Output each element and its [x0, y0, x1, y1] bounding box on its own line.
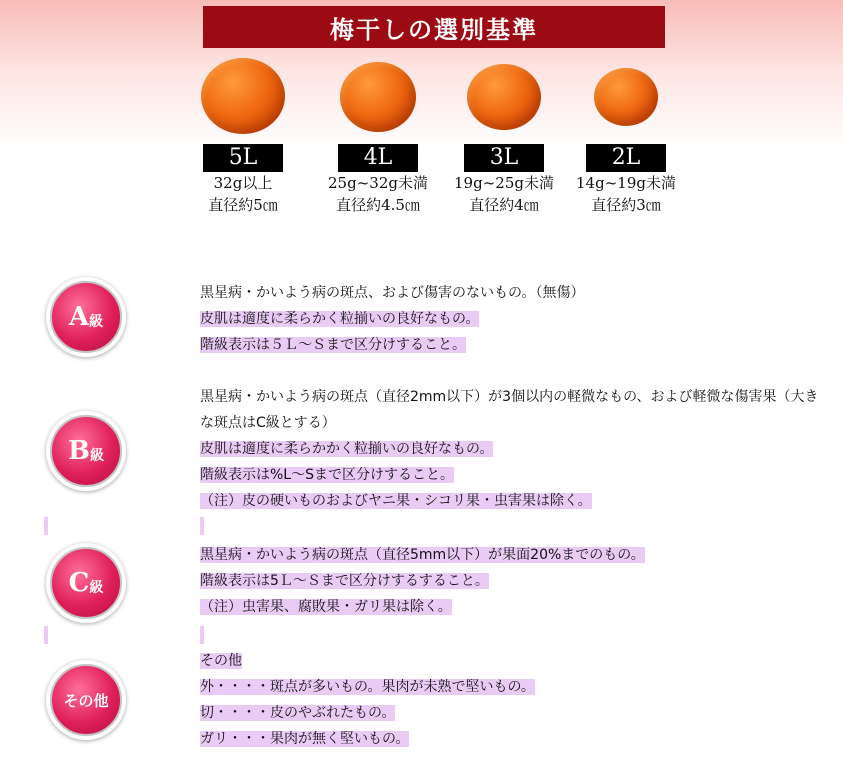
size-weight: 14g~19g未満	[576, 174, 676, 192]
grade-a-description	[200, 280, 584, 358]
size-3l	[444, 58, 564, 216]
highlight-marker	[200, 517, 204, 535]
grade-a-line: 階級表示は５Ｌ～Ｓまで区分けすること。	[200, 337, 466, 353]
size-diameter: 直径約5㎝	[208, 196, 278, 214]
size-4l	[318, 58, 438, 216]
grade-other-line: 切・・・・皮のやぶれたもの。	[200, 705, 396, 721]
size-label: 2L	[586, 144, 666, 172]
grade-label: その他	[63, 691, 109, 710]
grade-c-line: （注）虫害果、腐敗果・ガリ果は除く。	[200, 599, 452, 615]
grade-b-line: （注）皮の硬いものおよびヤニ果・シコリ果・虫害果は除く。	[200, 493, 592, 509]
grade-b-badge	[46, 411, 126, 491]
grade-b-line: 皮肌は適度に柔らかかく粒揃いの良好なもの。	[200, 441, 494, 457]
size-weight: 19g~25g未満	[454, 174, 554, 192]
grade-b-line: 黒星病・かいよう病の斑点（直径2mm以下）が3個以内の軽微なもの、および軽微な傷害果（大きな斑点はC級とする）	[200, 389, 819, 431]
grade-c-badge	[46, 543, 126, 623]
grade-b-description	[200, 384, 825, 514]
grade-a-badge	[46, 277, 126, 357]
grade-suffix: 級	[89, 580, 104, 596]
umeboshi-image	[340, 62, 416, 132]
umeboshi-image	[201, 58, 285, 134]
grade-letter: B	[68, 436, 90, 466]
highlight-marker	[200, 626, 204, 644]
grade-other-line: その他	[200, 653, 242, 669]
grade-other-line: 外・・・・斑点が多いもの。果肉が未熟で堅いもの。	[200, 679, 535, 695]
grade-c-line: 階級表示は5Ｌ～Ｓまで区分けするすること。	[200, 573, 489, 589]
page-title: 梅干しの選別基準	[203, 6, 665, 48]
grade-suffix: 級	[89, 314, 104, 330]
size-5l	[193, 58, 293, 216]
umeboshi-image	[467, 64, 541, 130]
grade-c-description	[200, 542, 645, 620]
grade-other-line: ガリ・・・果肉が無く堅いもの。	[200, 731, 410, 747]
size-label: 5L	[203, 144, 283, 172]
size-diameter: 直径約4㎝	[469, 196, 539, 214]
grade-other-description	[200, 648, 535, 752]
size-label: 4L	[338, 144, 418, 172]
size-diameter: 直径約4.5㎝	[336, 196, 420, 214]
grade-suffix: 級	[89, 448, 104, 464]
size-weight: 25g~32g未満	[328, 174, 428, 192]
size-weight: 32g以上	[213, 174, 273, 192]
size-2l	[566, 58, 686, 216]
umeboshi-image	[594, 68, 658, 126]
grade-letter: A	[68, 302, 90, 332]
grade-b-line: 階級表示は%L～Sまで区分けすること。	[200, 467, 454, 483]
grade-a-line: 黒星病・かいよう病の斑点、および傷害のないもの。（無傷）	[200, 285, 585, 301]
grade-letter: C	[68, 568, 90, 598]
grade-c-line: 黒星病・かいよう病の斑点（直径5mm以下）が果面20%までのもの。	[200, 547, 645, 563]
size-label: 3L	[464, 144, 544, 172]
grade-a-line: 皮肌は適度に柔らかく粒揃いの良好なもの。	[200, 311, 480, 327]
grade-other-badge	[46, 660, 126, 740]
size-diameter: 直径約3㎝	[591, 196, 661, 214]
highlight-marker	[44, 517, 48, 535]
highlight-marker	[44, 626, 48, 644]
